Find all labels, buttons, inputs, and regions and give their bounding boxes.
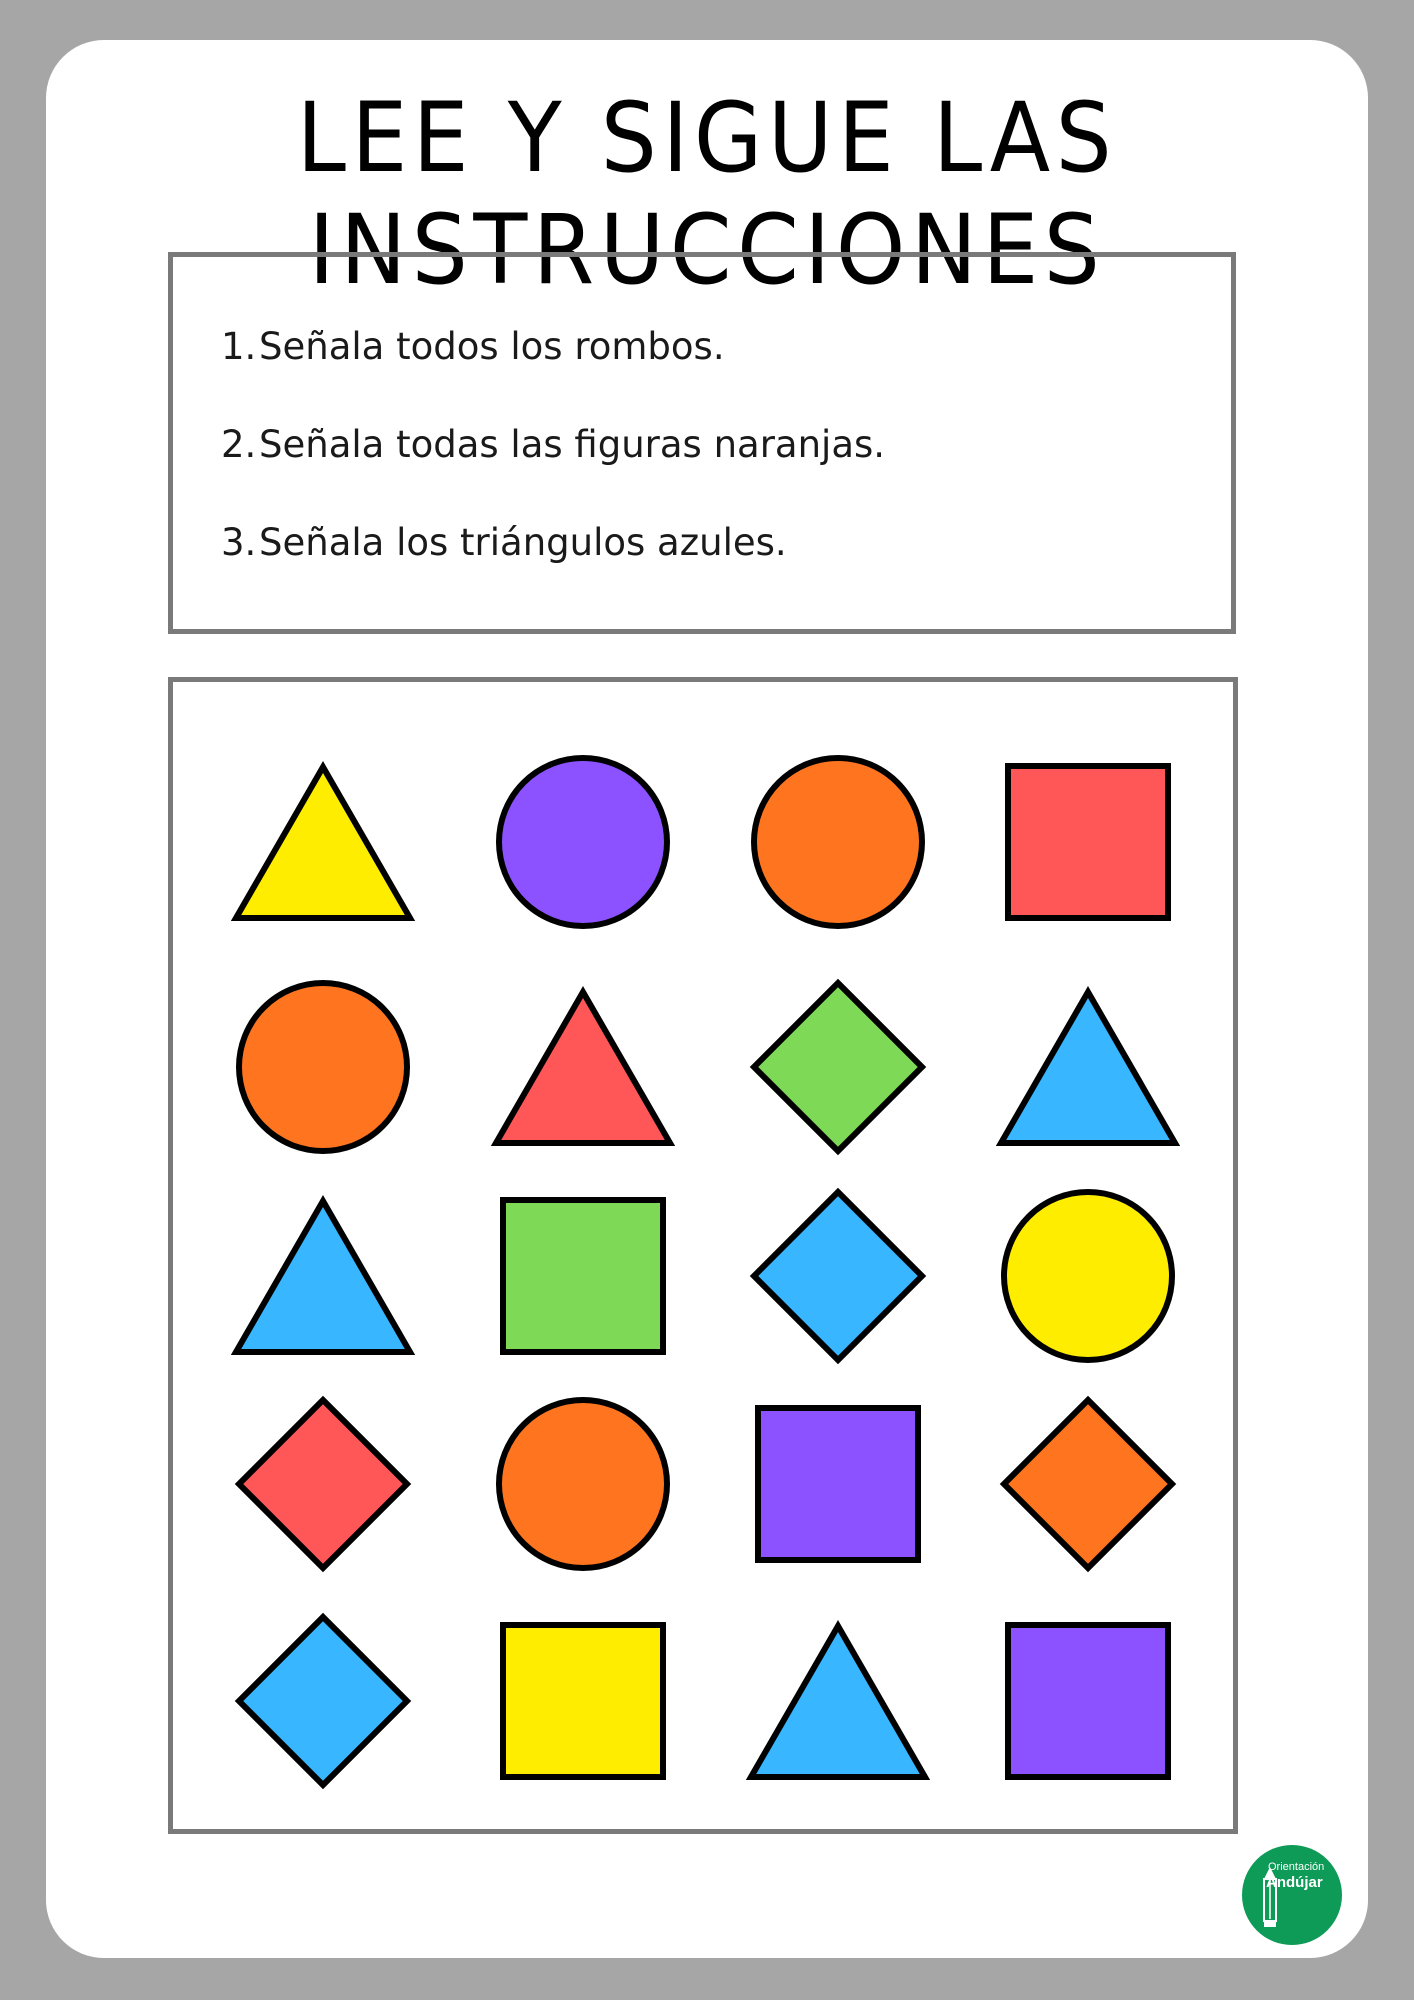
instructions-box: [168, 252, 1236, 634]
instructions-list: [221, 325, 885, 619]
purple-square[interactable]: [1008, 1625, 1168, 1777]
logo-text-line1: Orientación: [1268, 1861, 1325, 1873]
orange-circle[interactable]: [499, 1400, 667, 1568]
logo-text-line2: Andújar: [1266, 1874, 1323, 1891]
yellow-circle[interactable]: [1004, 1192, 1172, 1360]
brand-logo: [1242, 1845, 1342, 1945]
instruction-text: Señala los triángulos azules.: [259, 521, 787, 564]
blue-triangle[interactable]: [236, 1201, 410, 1352]
blue-triangle[interactable]: [751, 1626, 925, 1777]
orange-circle[interactable]: [239, 983, 407, 1151]
green-diamond[interactable]: [754, 983, 922, 1151]
blue-triangle[interactable]: [1001, 992, 1175, 1143]
instruction-number: 1.: [221, 325, 257, 368]
instruction-2: [221, 423, 885, 521]
red-square[interactable]: [1008, 766, 1168, 918]
blue-diamond[interactable]: [239, 1617, 407, 1785]
instruction-3: [221, 521, 885, 619]
red-diamond[interactable]: [239, 1400, 407, 1568]
instruction-1: [221, 325, 885, 423]
green-square[interactable]: [503, 1200, 663, 1352]
purple-circle[interactable]: [499, 758, 667, 926]
instruction-number: 3.: [221, 521, 257, 564]
orange-diamond[interactable]: [1004, 1400, 1172, 1568]
instruction-text: Señala todas las figuras naranjas.: [259, 423, 886, 466]
yellow-triangle[interactable]: [236, 767, 410, 918]
orange-circle[interactable]: [754, 758, 922, 926]
instruction-text: Señala todos los rombos.: [259, 325, 725, 368]
instruction-number: 2.: [221, 423, 257, 466]
page-title: LEE Y SIGUE LAS INSTRUCCIONES: [296, 82, 1118, 306]
shapes-panel: [168, 677, 1238, 1834]
red-triangle[interactable]: [496, 992, 670, 1143]
blue-diamond[interactable]: [754, 1192, 922, 1360]
purple-square[interactable]: [758, 1408, 918, 1560]
shapes-canvas: [173, 682, 1233, 1829]
yellow-square[interactable]: [503, 1625, 663, 1777]
